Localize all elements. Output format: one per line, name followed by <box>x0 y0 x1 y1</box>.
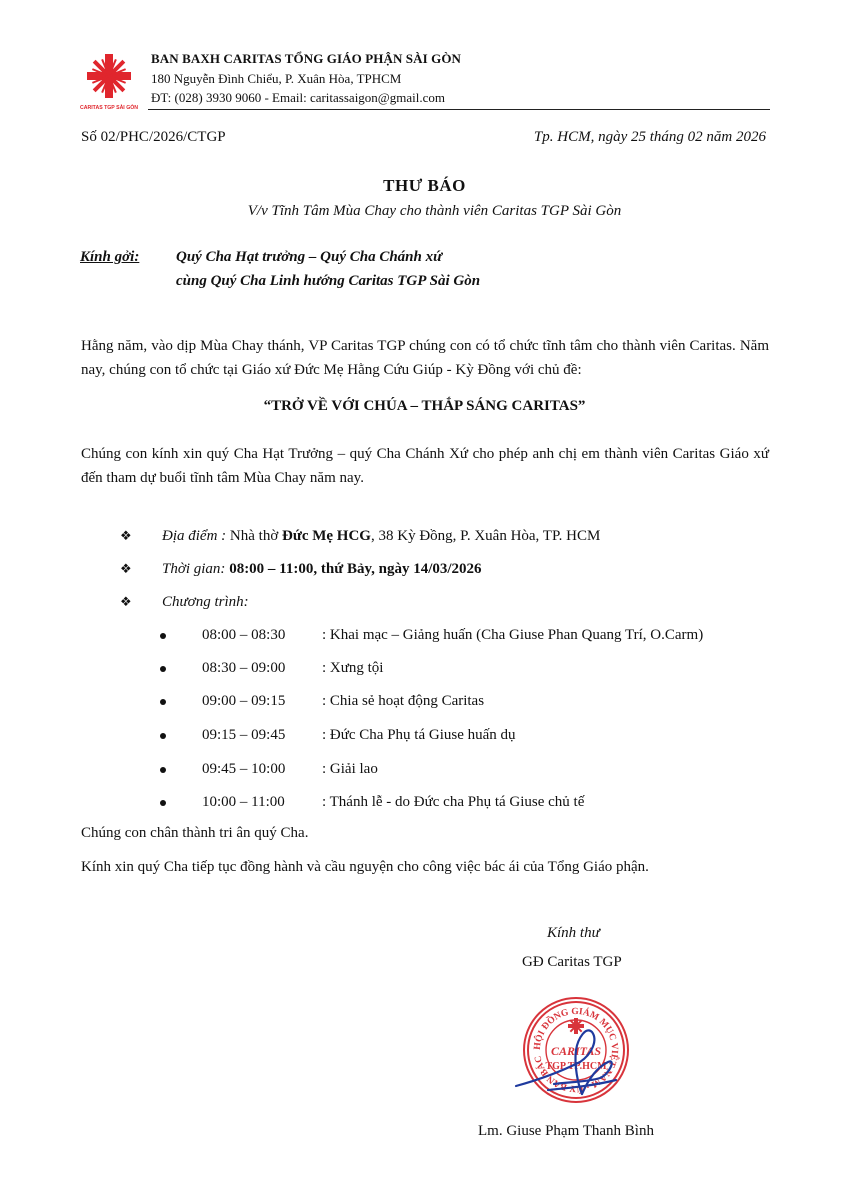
intro-paragraph: Hằng năm, vào dịp Mùa Chay thánh, VP Caritas TGP chúng con có tổ chức tĩnh tâm cho thành viên Caritas. Năm nay, chúng con tổ chức tại Giáo xứ Đức Mẹ Hằng Cứu Giúp - Kỳ Đồng với chủ đề: <box>81 338 769 378</box>
schedule-desc: : Giải lao <box>322 761 378 777</box>
bullet-dot-icon <box>160 767 166 773</box>
caritas-logo <box>78 50 140 112</box>
bullet-dot-icon <box>160 800 166 806</box>
diamond-bullet-icon: ❖ <box>120 528 132 543</box>
closing-line-2: Kính xin quý Cha tiếp tục đồng hành và cầu nguyện cho công việc bác ái của Tổng Giáo phận. <box>81 859 649 875</box>
time-mid: , ngày <box>371 561 414 577</box>
recipient-line-2: cùng Quý Cha Linh hướng Caritas TGP Sài Gòn <box>176 273 481 289</box>
schedule-desc: : Khai mạc – Giảng huấn (Cha Giuse Phan Quang Trí, O.Carm) <box>322 627 704 643</box>
location-pre: Nhà thờ <box>226 528 282 544</box>
schedule-desc: : Chia sẻ hoạt động Caritas <box>322 693 485 709</box>
header-divider <box>148 109 770 110</box>
bullet-dot-icon <box>160 699 166 705</box>
time-label: Thời gian: <box>162 561 226 577</box>
event-date: 14/03/2026 <box>413 561 482 577</box>
org-contact: ĐT: (028) 3930 9060 - Email: caritassaigon@gmail.com <box>151 90 446 105</box>
document-number: Số 02/PHC/2026/CTGP <box>81 129 226 145</box>
bullet-dot-icon <box>160 733 166 739</box>
document-date: Tp. HCM, ngày 25 tháng 02 năm 2026 <box>533 129 766 145</box>
diamond-bullet-icon: ❖ <box>120 594 132 609</box>
svg-text:CARITAS TGP SÀI GÒN: CARITAS TGP SÀI GÒN <box>79 105 139 111</box>
svg-text:CARITAS: CARITAS <box>550 1044 602 1058</box>
diamond-bullet-icon: ❖ <box>120 561 132 576</box>
schedule-time: 09:15 – 09:45 <box>202 727 286 743</box>
schedule-time: 08:30 – 09:00 <box>202 660 286 676</box>
signer-name: Lm. Giuse Phạm Thanh Bình <box>478 1123 654 1139</box>
program-item <box>120 594 249 611</box>
schedule-desc: : Xưng tội <box>322 660 384 676</box>
request-paragraph: Chúng con kính xin quý Cha Hạt Trưởng – quý Cha Chánh Xứ cho phép anh chị em thành viên Caritas Giáo xứ đến tham dự buổi tĩnh tâm Mùa Chay năm nay. <box>81 446 769 486</box>
official-seal-with-signature <box>488 988 664 1113</box>
svg-text:TGP TP.HCM: TGP TP.HCM <box>545 1061 607 1072</box>
recipient-label: Kính gởi: <box>80 249 140 265</box>
regards: Kính thư <box>547 925 600 941</box>
location-item <box>120 528 600 545</box>
time-range: 08:00 – 11:00, thứ Bảy <box>225 561 372 577</box>
closing-line-1: Chúng con chân thành tri ân quý Cha. <box>81 825 309 841</box>
schedule-time: 10:00 – 11:00 <box>202 794 285 810</box>
bullet-dot-icon <box>160 633 166 639</box>
document-subject: V/v Tĩnh Tâm Mùa Chay cho thành viên Caritas TGP Sài Gòn <box>247 203 622 219</box>
signer-title: GĐ Caritas TGP <box>522 954 622 970</box>
location-label: Địa điểm : <box>162 528 227 544</box>
schedule-desc: : Đức Cha Phụ tá Giuse huấn dụ <box>322 727 516 743</box>
recipient-line-1: Quý Cha Hạt trưởng – Quý Cha Chánh xứ <box>176 249 443 265</box>
svg-text:HỘI ĐỒNG GIÁM MỤC VIỆT NAM · Ủ: HỘI ĐỒNG GIÁM MỤC VIỆT NAM · ỦY BAN BÁC <box>532 1006 620 1094</box>
schedule-time: 09:45 – 10:00 <box>202 761 286 777</box>
document-title: THƯ BÁO <box>383 176 466 195</box>
event-theme: “TRỞ VỀ VỚI CHÚA – THẮP SÁNG CARITAS” <box>263 398 586 414</box>
org-address: 180 Nguyễn Đình Chiểu, P. Xuân Hòa, TPHCM <box>151 71 402 86</box>
location-address: , 38 Kỳ Đồng, P. Xuân Hòa, TP. HCM <box>370 528 601 544</box>
bullet-dot-icon <box>160 666 166 672</box>
org-name: BAN BAXH CARITAS TỔNG GIÁO PHẬN SÀI GÒN <box>151 51 462 66</box>
schedule-time: 08:00 – 08:30 <box>202 627 286 643</box>
schedule-desc: : Thánh lễ - do Đức cha Phụ tá Giuse chủ tế <box>322 794 585 810</box>
program-label: Chương trình: <box>162 594 249 610</box>
time-item <box>120 561 482 578</box>
schedule-time: 09:00 – 09:15 <box>202 693 286 709</box>
location-church: Đức Mẹ HCG <box>282 528 371 544</box>
